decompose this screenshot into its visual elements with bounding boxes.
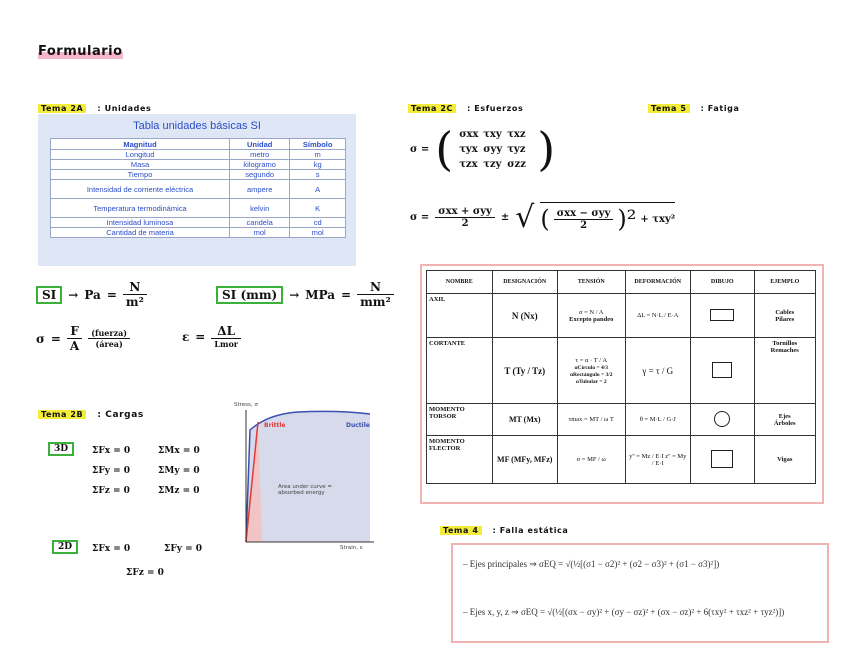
load-designation: MF (MFy, MFz) — [492, 436, 558, 484]
units-header-cell: Símbolo — [290, 139, 346, 150]
graph-xlabel: Strain, ε — [340, 545, 363, 551]
load-tension: σ = MF / ω — [558, 436, 626, 484]
plus-minus-sign: ± — [500, 212, 510, 223]
table-row — [51, 150, 346, 160]
strain-formula — [182, 324, 241, 349]
load-tension — [558, 294, 626, 338]
mpa-fraction — [357, 280, 394, 309]
mpa-numerator: N — [357, 280, 394, 295]
table-cell: Tiempo — [51, 170, 230, 180]
table-cell: Cantidad de materia — [51, 228, 230, 238]
tema2c-label: Tema 2C — [408, 104, 456, 113]
ductile-area — [246, 411, 370, 542]
load-example: Cables Pilares — [754, 294, 816, 338]
stress-explanation — [88, 328, 130, 349]
load-designation: N (Nx) — [492, 294, 558, 338]
si-mm-box: SI (mm) — [216, 286, 283, 304]
load-designation: T (Ty / Tz) — [492, 338, 558, 404]
table-cell: ampere — [230, 180, 290, 199]
load-deformation: ΔL = N·L / E·A — [625, 294, 691, 338]
box-3d: 3D — [48, 442, 74, 456]
units-header-cell: Unidad — [230, 139, 290, 150]
table-row — [51, 170, 346, 180]
tema2b-suffix: : Cargas — [97, 410, 144, 420]
tema2c-suffix-text: Esfuerzos — [474, 104, 524, 113]
mpa-symbol: MPa — [305, 287, 336, 302]
table-row — [51, 199, 346, 218]
matrix-cell: τxy — [483, 128, 502, 140]
eq-2d-fz: ΣFz = 0 — [126, 568, 164, 578]
table-cell: Intensidad de corriente eléctrica — [51, 180, 230, 199]
page-title: Formulario — [38, 44, 123, 59]
area-symbol: A — [69, 339, 80, 353]
load-tension — [558, 338, 626, 404]
load-deformation: γ = τ / G — [625, 338, 691, 404]
equilibrium-3d-equations — [92, 446, 218, 496]
delta-l-symbol: ΔL — [211, 324, 241, 339]
table-cell: K — [290, 199, 346, 218]
matrix-cell: τzy — [483, 158, 502, 170]
mpa-denominator: mm² — [360, 295, 391, 309]
tema4-suffix: : Falla estática — [492, 526, 569, 535]
table-cell: mol — [290, 228, 346, 238]
tension-note: Excepto pandeo — [569, 315, 614, 323]
loads-header-cell: DESIGNACIÓN — [492, 271, 558, 294]
table-cell: kelvin — [230, 199, 290, 218]
right-paren: ) — [537, 122, 556, 176]
tema2a-suffix: : Unidades — [97, 104, 152, 113]
tema4-header — [440, 518, 568, 537]
tema2a-suffix-text: Unidades — [104, 104, 152, 113]
tema2a-header — [38, 96, 151, 115]
si-mpa-relation — [216, 280, 394, 309]
load-designation: MT (Mx) — [492, 404, 558, 436]
tension-formula: τ = α · T / A — [575, 356, 608, 364]
equation: ΣMx = 0 — [158, 446, 200, 456]
strain-fraction — [211, 324, 241, 349]
principal-diff-num: σxx − σyy — [554, 208, 614, 220]
load-name: AXIL — [427, 294, 493, 338]
equals-sign: = — [50, 331, 61, 346]
load-deformation: θ = M·L / G·J — [625, 404, 691, 436]
load-name: MOMENTO FLECTOR — [427, 436, 493, 484]
matrix-cell: τzx — [459, 158, 478, 170]
si-pa-relation — [36, 280, 147, 309]
load-example: Vigas — [754, 436, 816, 484]
axial-bar-icon — [710, 309, 734, 321]
equation: ΣFx = 0 — [92, 446, 131, 456]
eq-2d-fx: ΣFx = 0 — [92, 544, 131, 554]
tema2a-label: Tema 2A — [38, 104, 86, 113]
table-row — [427, 436, 816, 484]
criterion-principal-axes: – Ejes principales ⇒ σEQ = √(½[(σ1 − σ2)² + (σ2 − σ3)² + (σ1 − σ3)²]) — [463, 559, 720, 569]
tema4-suffix-text: Falla estática — [499, 526, 569, 535]
left-paren: ( — [435, 122, 454, 176]
load-drawing — [691, 404, 754, 436]
stress-fraction — [67, 324, 82, 353]
arrow-right-icon: → — [289, 287, 300, 302]
table-cell: candela — [230, 218, 290, 228]
principal-lhs: σ = — [410, 212, 430, 223]
tema2c-header — [408, 96, 523, 115]
load-name: MOMENTO TORSOR — [427, 404, 493, 436]
pa-symbol: Pa — [84, 287, 101, 302]
si-box: SI — [36, 286, 62, 304]
tension-note: αCírculo = 4/3 αRectángulo = 3/2 αTubular = 2 — [569, 364, 613, 385]
tema5-suffix: : Fatiga — [700, 104, 740, 113]
fuerza-note: (fuerza) — [88, 328, 130, 339]
tema4-label: Tema 4 — [440, 526, 482, 535]
loads-header-cell: EJEMPLO — [754, 271, 816, 294]
table-cell: m — [290, 150, 346, 160]
load-drawing — [691, 338, 754, 404]
loads-table — [426, 270, 816, 484]
sigma-symbol: σ — [36, 331, 45, 346]
load-name: CORTANTE — [427, 338, 493, 404]
eq-2d-fy: ΣFy = 0 — [164, 544, 203, 554]
load-tension: τmax = MT / ω T — [558, 404, 626, 436]
table-cell: mol — [230, 228, 290, 238]
tema2b-label: Tema 2B — [38, 410, 86, 419]
box-2d: 2D — [52, 540, 78, 554]
sqrt-body — [540, 202, 675, 233]
tema2b-suffix-text: Cargas — [105, 410, 144, 420]
tension-formula: σ = N / A — [579, 308, 604, 316]
principal-stress-formula — [410, 200, 675, 235]
loads-header-cell: DIBUJO — [691, 271, 754, 294]
equals-sign: = — [106, 287, 117, 302]
equation: ΣFz = 0 — [92, 486, 130, 496]
tema2c-suffix: : Esfuerzos — [467, 104, 524, 113]
shear-block-icon — [712, 362, 732, 378]
pa-numerator: N — [123, 280, 147, 295]
equals-sign: = — [341, 287, 352, 302]
brittle-label: Brittle — [264, 422, 286, 429]
equals-sign: = — [195, 329, 206, 344]
equation: ΣMy = 0 — [158, 466, 200, 476]
equation: ΣMz = 0 — [158, 486, 200, 496]
tema5-label: Tema 5 — [648, 104, 690, 113]
principal-diff-den: 2 — [580, 219, 588, 231]
table-row — [51, 228, 346, 238]
right-paren: )² — [617, 205, 637, 233]
table-cell: metro — [230, 150, 290, 160]
table-row — [427, 404, 816, 436]
principal-mean-num: σxx + σyy — [435, 206, 495, 218]
criterion-xyz-axes: – Ejes x, y, z ⇒ σEQ = √(½[(σx − σy)² + (σy − σz)² + (σx − σz)² + 6(τxy² + τxz² + τyz²)]) — [463, 607, 785, 617]
loads-table-header-row — [427, 271, 816, 294]
units-header-cell: Magnitud — [51, 139, 230, 150]
tema5-header — [648, 96, 739, 115]
equilibrium-3d — [48, 444, 74, 454]
matrix-cell: τxz — [507, 128, 526, 140]
table-cell: kg — [290, 160, 346, 170]
arrow-right-icon: → — [68, 287, 79, 302]
ductile-label: Ductile — [346, 422, 370, 429]
loads-header-cell: TENSIÓN — [558, 271, 626, 294]
lmor-symbol: Lmor — [214, 339, 238, 349]
loads-header-cell: DEFORMACIÓN — [625, 271, 691, 294]
loads-header-cell: NOMBRE — [427, 271, 493, 294]
matrix-cell: τyx — [459, 143, 478, 155]
stress-strain-graph — [228, 400, 378, 552]
table-cell: Masa — [51, 160, 230, 170]
table-cell: kilogramo — [230, 160, 290, 170]
table-cell: s — [290, 170, 346, 180]
equation: ΣFy = 0 — [92, 466, 131, 476]
load-drawing — [691, 294, 754, 338]
failure-criteria-box — [451, 543, 829, 643]
table-cell: Intensidad luminosa — [51, 218, 230, 228]
epsilon-symbol: ε — [182, 329, 190, 344]
table-row — [427, 294, 816, 338]
table-cell: Temperatura termodinámica — [51, 199, 230, 218]
stress-formula — [36, 324, 130, 353]
matrix-cell: σzz — [507, 158, 526, 170]
principal-mean — [435, 206, 495, 229]
units-table-header-row — [51, 139, 346, 150]
table-row — [427, 338, 816, 404]
pa-denominator: m² — [125, 295, 144, 309]
graph-ylabel: Stress, σ — [234, 402, 258, 408]
tema5-suffix-text: Fatiga — [707, 104, 740, 113]
area-note: (área) — [95, 339, 123, 349]
bending-beam-icon — [711, 450, 733, 468]
table-cell: segundo — [230, 170, 290, 180]
left-paren: ( — [540, 205, 550, 233]
force-symbol: F — [67, 324, 82, 339]
units-table-title: Tabla unidades básicas SI — [133, 120, 261, 132]
load-drawing — [691, 436, 754, 484]
table-cell: cd — [290, 218, 346, 228]
matrix-cell: σyy — [483, 143, 503, 155]
principal-half-diff — [554, 208, 614, 231]
table-row — [51, 218, 346, 228]
sqrt-icon: √ — [515, 200, 535, 235]
tema2b-header — [38, 402, 144, 421]
tensor-matrix — [459, 129, 531, 170]
load-example: Ejes Árboles — [754, 404, 816, 436]
principal-mean-den: 2 — [461, 218, 469, 229]
load-deformation: y'' = Mz / E·I z'' = My / E·I — [625, 436, 691, 484]
equilibrium-2d — [52, 542, 78, 552]
table-row — [51, 180, 346, 199]
load-example: Tornillos Remaches — [754, 338, 816, 404]
table-row — [51, 160, 346, 170]
matrix-cell: σxx — [459, 128, 479, 140]
torsion-circle-icon — [714, 411, 730, 427]
table-cell: A — [290, 180, 346, 199]
pa-fraction — [123, 280, 147, 309]
matrix-cell: τyz — [507, 143, 526, 155]
units-table — [50, 138, 346, 238]
tensor-lhs: σ = — [410, 143, 430, 155]
principal-tail: + τxy² — [640, 213, 676, 225]
table-cell: Longitud — [51, 150, 230, 160]
area-note: Area under curve = absorbed energy — [278, 484, 333, 496]
stress-tensor — [410, 122, 556, 176]
